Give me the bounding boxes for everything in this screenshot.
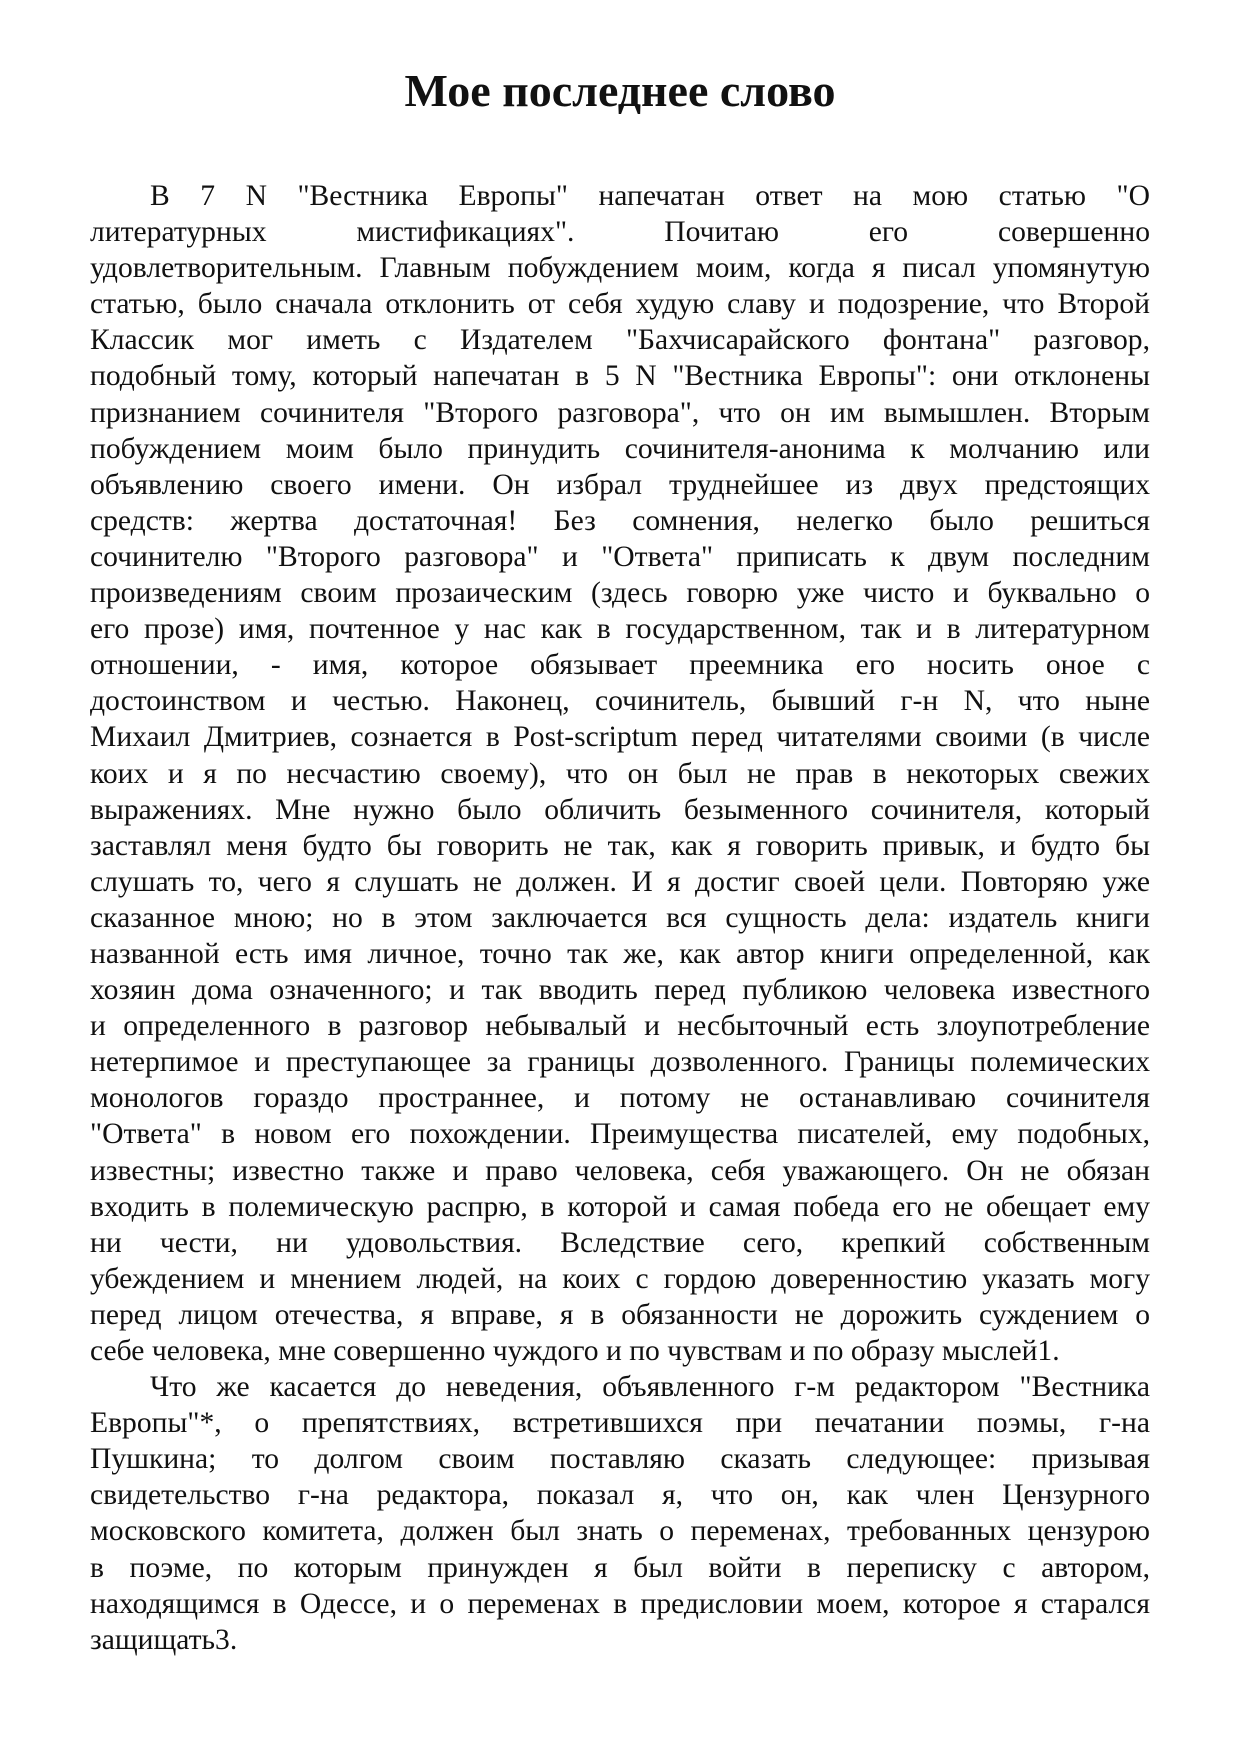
text-line: достоинством и честью. Наконец, сочинитель, бывший г-н N, что ныне	[90, 685, 1150, 718]
paragraph	[90, 178, 1150, 1369]
text-line: нетерпимое и преступающее за границы дозволенного. Границы полемических	[90, 1046, 1150, 1079]
text-line: хозяин дома означенного; и так вводить перед публикою человека известного	[90, 974, 1150, 1007]
text-line: входить в полемическую распрю, в которой и самая победа его не обещает ему	[90, 1190, 1150, 1223]
text-line: его прозе) имя, почтенное у нас как в государственном, так и в литературном	[90, 613, 1150, 646]
text-line: Что же касается до неведения, объявленного г-м редактором "Вестника	[150, 1371, 1150, 1404]
document-body	[90, 178, 1150, 1658]
text-line: отношении, - имя, которое обязывает преемника его носить оное с	[90, 649, 1150, 682]
text-line: перед лицом отечества, я вправе, я в обязанности не дорожить суждением о	[90, 1298, 1150, 1331]
text-line: убеждением и мнением людей, на коих с гордою доверенностию указать могу	[90, 1262, 1150, 1295]
text-line: и определенного в разговор небывалый и несбыточный есть злоупотребление	[90, 1010, 1150, 1043]
text-line: московского комитета, должен был знать о переменах, требованных цензурою	[90, 1515, 1150, 1548]
text-line: произведениям своим прозаическим (здесь говорю уже чисто и буквально о	[90, 577, 1150, 610]
text-line: подобный тому, который напечатан в 5 N "Вестника Европы": они отклонены	[90, 360, 1150, 393]
text-line: выражениях. Мне нужно было обличить безыменного сочинителя, который	[90, 793, 1150, 826]
text-line: слушать то, чего я слушать не должен. И я достиг своей цели. Повторяю уже	[90, 865, 1150, 898]
text-line: сказанное мною; но в этом заключается вся сущность дела: издатель книги	[90, 901, 1150, 934]
text-line: литературных мистификациях". Почитаю его совершенно	[90, 216, 1150, 249]
text-line: свидетельство г-на редактора, показал я, что он, как член Цензурного	[90, 1479, 1150, 1512]
text-line: побуждением моим было принудить сочинителя-анонима к молчанию или	[90, 432, 1150, 465]
text-line: в поэме, по которым принужден я был войти в переписку с автором,	[90, 1551, 1150, 1584]
text-line: заставлял меня будто бы говорить не так, как я говорить привык, и будто бы	[90, 829, 1150, 862]
paragraph	[90, 1369, 1150, 1658]
text-line: Европы"*, о препятствиях, встретившихся при печатании поэмы, г-на	[90, 1407, 1150, 1440]
text-line: защищать3.	[90, 1623, 238, 1656]
text-line: сочинителю "Второго разговора" и "Ответа" приписать к двум последним	[90, 540, 1150, 573]
text-line: себе человека, мне совершенно чуждого и по чувствам и по образу мыслей1.	[90, 1335, 1060, 1367]
text-line: Пушкина; то долгом своим поставляю сказать следующее: призывая	[90, 1443, 1150, 1476]
text-line: известны; известно также и право человека, себя уважающего. Он не обязан	[90, 1154, 1150, 1187]
text-line: Михаил Дмитриев, сознается в Post-scriptum перед читателями своими (в числе	[90, 721, 1150, 754]
document-title: Мое последнее слово	[404, 65, 836, 116]
text-line: Классик мог иметь с Издателем "Бахчисарайского фонтана" разговор,	[90, 324, 1150, 357]
text-line: коих и я по несчастию своему), что он был не прав в некоторых свежих	[90, 757, 1150, 790]
text-line: находящимся в Одессе, и о переменах в предисловии моем, которое я старался	[90, 1587, 1150, 1620]
text-line: монологов гораздо пространнее, и потому не останавливаю сочинителя	[90, 1082, 1150, 1115]
text-line: статью, было сначала отклонить от себя худую славу и подозрение, что Второй	[90, 288, 1150, 321]
text-line: удовлетворительным. Главным побуждением моим, когда я писал упомянутую	[90, 252, 1150, 285]
text-line: В 7 N "Вестника Европы" напечатан ответ на мою статью "О	[150, 180, 1150, 212]
text-line: ни чести, ни удовольствия. Вследствие сего, крепкий собственным	[90, 1226, 1150, 1259]
text-line: названной есть имя личное, точно так же, как автор книги определенной, как	[90, 937, 1150, 970]
text-line: признанием сочинителя "Второго разговора", что он им вымышлен. Вторым	[90, 396, 1150, 429]
text-line: объявлению своего имени. Он избрал труднейшее из двух предстоящих	[90, 468, 1150, 501]
text-line: "Ответа" в новом его похождении. Преимущества писателей, ему подобных,	[90, 1118, 1150, 1151]
text-line: средств: жертва достаточная! Без сомнения, нелегко было решиться	[90, 504, 1150, 537]
